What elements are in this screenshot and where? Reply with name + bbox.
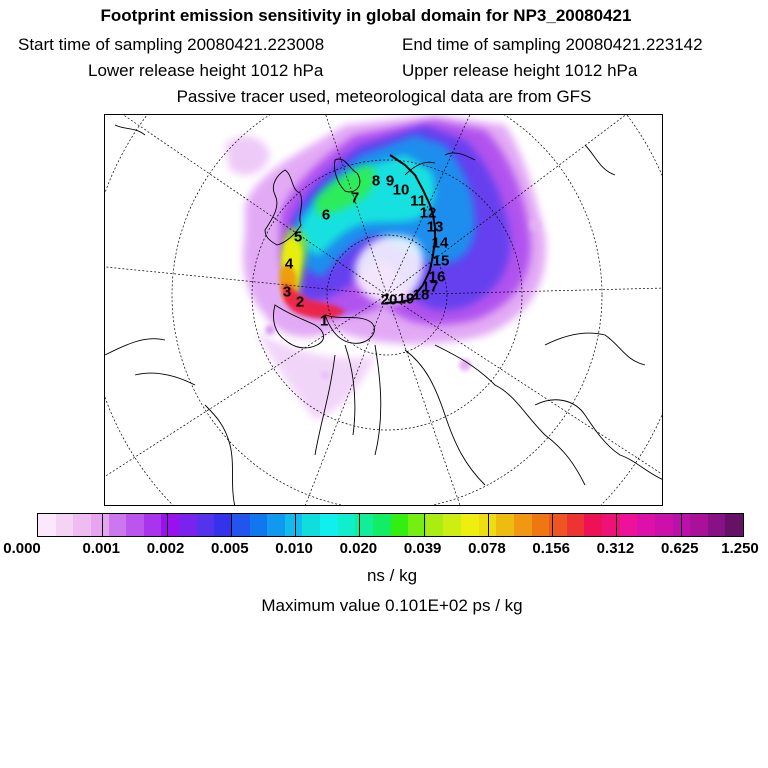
track-label-12: 12	[419, 204, 437, 222]
track-label-8: 8	[371, 172, 381, 190]
colorbar-tick	[616, 514, 617, 536]
colorbar-segment	[91, 514, 109, 536]
colorbar-segment	[690, 514, 708, 536]
colorbar-segment	[426, 514, 444, 536]
colorbar-segment	[373, 514, 391, 536]
track-label-13: 13	[426, 218, 444, 236]
colorbar-segment	[532, 514, 550, 536]
polar-stereographic-map	[104, 114, 663, 506]
colorbar-label: 1.250	[721, 540, 759, 557]
colorbar-segment	[250, 514, 268, 536]
colorbar-segment	[514, 514, 532, 536]
track-label-17: 17	[421, 278, 439, 296]
colorbar-segment	[496, 514, 514, 536]
maximum-value-text: Maximum value 0.101E+02 ps / kg	[261, 596, 523, 615]
track-label-20: 20	[380, 291, 398, 309]
track-label-9: 9	[385, 172, 395, 190]
lower-release-text: Lower release height 1012 hPa	[88, 61, 324, 80]
colorbar-label: 0.005	[211, 540, 249, 557]
track-label-7: 7	[350, 189, 360, 207]
track-label-19: 19	[397, 290, 415, 308]
colorbar-tick	[231, 514, 232, 536]
start-sampling-text: Start time of sampling 20080421.223008	[18, 35, 325, 54]
colorbar	[37, 513, 744, 537]
colorbar-segment	[567, 514, 585, 536]
track-label-15: 15	[432, 252, 450, 270]
track-label-16: 16	[428, 268, 446, 286]
colorbar-tick	[295, 514, 296, 536]
map-title: Footprint emission sensitivity in global domain for NP3_20080421	[100, 6, 632, 25]
colorbar-segment	[708, 514, 726, 536]
track-label-14: 14	[431, 234, 449, 252]
track-label-1: 1	[319, 312, 329, 330]
colorbar-label: 0.020	[339, 540, 378, 557]
colorbar-segment	[38, 514, 56, 536]
colorbar-segment	[267, 514, 285, 536]
colorbar-segment	[144, 514, 162, 536]
colorbar-label: 0.001	[82, 540, 121, 557]
upper-release-text: Upper release height 1012 hPa	[402, 61, 638, 80]
colorbar-segment	[725, 514, 743, 536]
colorbar-segment	[109, 514, 127, 536]
colorbar-segment	[179, 514, 197, 536]
colorbar-segment	[355, 514, 373, 536]
colorbar-segment	[302, 514, 320, 536]
colorbar-segment	[443, 514, 461, 536]
track-label-18: 18	[412, 286, 430, 304]
colorbar-segment	[391, 514, 409, 536]
colorbar-segment	[197, 514, 215, 536]
colorbar-label: 0.625	[660, 540, 699, 557]
colorbar-segment	[126, 514, 144, 536]
units-label: ns / kg	[366, 566, 418, 585]
track-label-6: 6	[321, 206, 331, 224]
colorbar-segment	[232, 514, 250, 536]
track-label-4: 4	[284, 255, 294, 273]
colorbar-tick	[488, 514, 489, 536]
colorbar-label: 0.078	[468, 540, 506, 557]
map-canvas	[105, 115, 663, 506]
colorbar-segment	[461, 514, 479, 536]
colorbar-tick	[424, 514, 425, 536]
colorbar-segment	[161, 514, 179, 536]
sensitivity-field	[225, 115, 546, 420]
colorbar-label: 0.002	[146, 540, 185, 557]
colorbar-label: 0.039	[403, 540, 442, 557]
track-label-10: 10	[392, 181, 410, 199]
colorbar-label: 0.010	[275, 540, 313, 557]
colorbar-label: 0.000	[3, 540, 41, 557]
colorbar-tick	[102, 514, 103, 536]
colorbar-segment	[637, 514, 655, 536]
colorbar-tick	[359, 514, 360, 536]
colorbar-label: 0.156	[532, 540, 570, 557]
tracer-info-text: Passive tracer used, meteorological data are from GFS	[176, 87, 592, 106]
colorbar-tick	[552, 514, 553, 536]
track-label-2: 2	[295, 293, 305, 311]
colorbar-segment	[214, 514, 232, 536]
colorbar-segment	[655, 514, 673, 536]
colorbar-segment	[338, 514, 356, 536]
colorbar-segment	[320, 514, 338, 536]
end-sampling-text: End time of sampling 20080421.223142	[402, 35, 703, 54]
track-label-5: 5	[293, 228, 303, 246]
colorbar-segment	[73, 514, 91, 536]
colorbar-tick	[681, 514, 682, 536]
colorbar-segment	[584, 514, 602, 536]
colorbar-segment	[56, 514, 74, 536]
colorbar-label: 0.312	[596, 540, 635, 557]
colorbar-segment	[620, 514, 638, 536]
colorbar-tick	[167, 514, 168, 536]
track-label-11: 11	[410, 192, 426, 210]
track-label-3: 3	[282, 283, 292, 301]
colorbar-segment	[285, 514, 303, 536]
